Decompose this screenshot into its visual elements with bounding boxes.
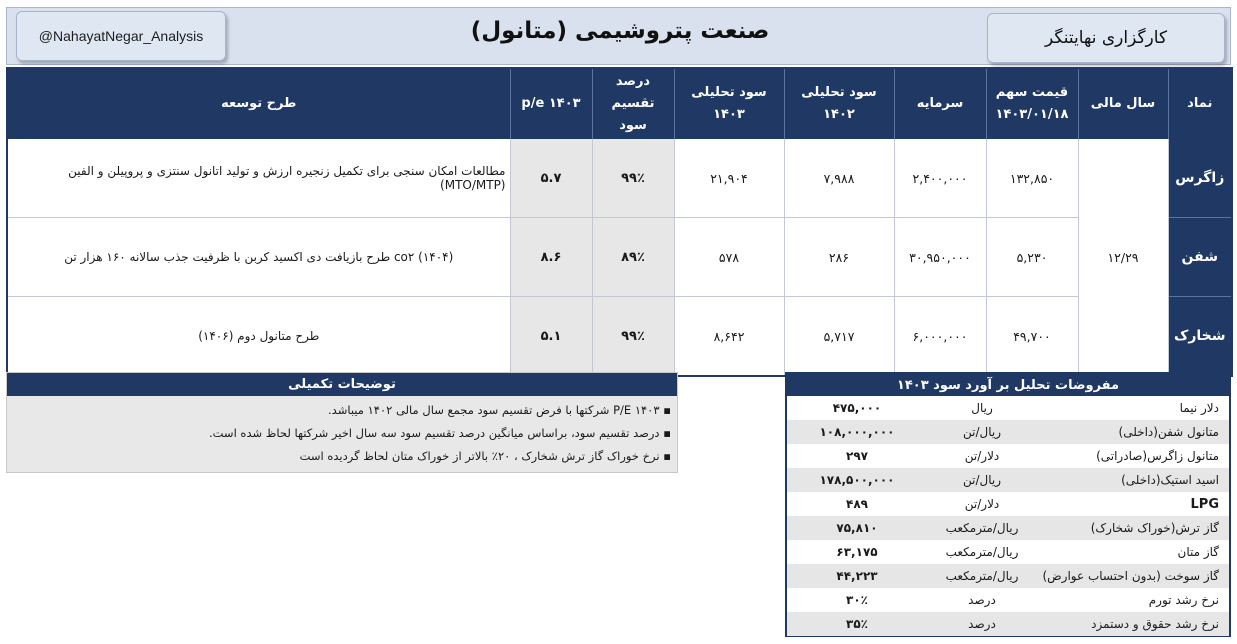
profit-1402-cell: ۲۸۶ (784, 218, 894, 297)
assumptions-list (787, 396, 1229, 636)
profit-1403-cell: ۵۷۸ (674, 218, 784, 297)
assumption-unit: درصد (968, 617, 996, 631)
table-row (7, 218, 1232, 297)
assumption-row (787, 396, 1229, 420)
col-header-dividend: درصد تقسیم سود (592, 68, 674, 139)
dividend-cell: ۹۹٪ (592, 297, 674, 377)
col-header-fiscal-year: سال مالی (1078, 68, 1168, 139)
companies-table (6, 67, 1233, 377)
assumption-name: نرخ رشد حقوق و دستمزد (1091, 617, 1219, 631)
col-header-profit-1402: سود تحلیلی ۱۴۰۲ (784, 68, 894, 139)
col-header-profit-1403: سود تحلیلی ۱۴۰۳ (674, 68, 784, 139)
assumption-value: ۳۰٪ (846, 593, 868, 607)
assumption-name: گاز ترش(خوراک شخارک) (1090, 521, 1219, 535)
notes-body (7, 396, 677, 472)
assumption-row (787, 540, 1229, 564)
assumption-unit: ریال/تن (962, 425, 1002, 439)
pe-cell: ۵.۷ (510, 139, 592, 218)
dividend-cell: ۸۹٪ (592, 218, 674, 297)
profit-1402-cell: ۷,۹۸۸ (784, 139, 894, 218)
assumption-value: ۴۴,۲۲۳ (836, 569, 878, 583)
profit-1402-cell: ۵,۷۱۷ (784, 297, 894, 377)
assumption-unit: دلار/تن (964, 497, 1000, 511)
profit-1403-cell: ۸,۶۴۲ (674, 297, 784, 377)
assumption-unit: ریال/مترمکعب (945, 545, 1019, 559)
col-header-pe: p/e ۱۴۰۳ (510, 68, 592, 139)
agency-badge: کارگزاری نهایتنگر (987, 13, 1225, 63)
symbol-cell: شفن (1168, 218, 1232, 297)
assumption-unit: ریال/تن (962, 473, 1002, 487)
notes-panel (6, 372, 678, 473)
assumption-unit: دلار/تن (964, 449, 1000, 463)
assumption-row (787, 468, 1229, 492)
notes-title: توضیحات تکمیلی (7, 373, 677, 396)
assumption-value: ۱۷۸,۵۰۰,۰۰۰ (819, 473, 895, 487)
assumption-value: ۱۰۸,۰۰۰,۰۰۰ (819, 425, 895, 439)
profit-1403-cell: ۲۱,۹۰۴ (674, 139, 784, 218)
assumption-name: گاز متان (1177, 545, 1219, 559)
price-cell: ۵,۲۳۰ (986, 218, 1078, 297)
assumption-unit: درصد (968, 593, 996, 607)
col-header-capital: سرمایه (894, 68, 986, 139)
col-header-symbol: نماد (1168, 68, 1232, 139)
assumption-name: متانول زاگرس(صادراتی) (1096, 449, 1219, 463)
assumptions-title: مفروضات تحلیل بر آورد سود ۱۴۰۳ (787, 374, 1229, 396)
capital-cell: ۲,۴۰۰,۰۰۰ (894, 139, 986, 218)
assumption-row (787, 516, 1229, 540)
plan-cell: مطالعات امکان سنجی برای تکمیل زنجیره ارزش و تولید اتانول سنتزی و پروپیلن و الفین (MTO/MTP) (7, 139, 510, 218)
price-cell: ۴۹,۷۰۰ (986, 297, 1078, 377)
symbol-cell: شخارک (1168, 297, 1232, 377)
assumption-value: ۶۳,۱۷۵ (836, 545, 878, 559)
assumption-unit: ریال/مترمکعب (945, 521, 1019, 535)
symbol-cell: زاگرس (1168, 139, 1232, 218)
assumption-row (787, 564, 1229, 588)
capital-cell: ۶,۰۰۰,۰۰۰ (894, 297, 986, 377)
assumption-value: ۴۸۹ (846, 497, 868, 511)
plan-cell: طرح بازیافت دی اکسید کربن با ظرفیت جذب سالانه ۱۶۰ هزار تن co۲ (۱۴۰۴) (7, 218, 510, 297)
table-row (7, 139, 1232, 218)
col-header-price: قیمت سهم ۱۴۰۳/۰۱/۱۸ (986, 68, 1078, 139)
capital-cell: ۳۰,۹۵۰,۰۰۰ (894, 218, 986, 297)
table-header-row (7, 68, 1232, 139)
page-title: صنعت پتروشیمی (متانول) (470, 18, 770, 44)
fiscal-year-cell: ۱۲/۲۹ (1078, 139, 1168, 376)
dividend-cell: ۹۹٪ (592, 139, 674, 218)
price-cell: ۱۳۲,۸۵۰ (986, 139, 1078, 218)
plan-cell: طرح متانول دوم (۱۴۰۶) (7, 297, 510, 377)
assumption-row (787, 492, 1229, 516)
assumption-name: اسید استیک(داخلی) (1121, 473, 1219, 487)
handle-badge: @NahayatNegar_Analysis (16, 11, 226, 61)
assumption-value: ۴۷۵,۰۰۰ (832, 401, 882, 415)
pe-cell: ۸.۶ (510, 218, 592, 297)
pe-cell: ۵.۱ (510, 297, 592, 377)
assumption-row (787, 588, 1229, 612)
note-line: ▪ P/E ۱۴۰۳ شرکتها با فرض تقسیم سود مجمع سال مالی ۱۴۰۲ میباشد. (328, 403, 671, 417)
table-row (7, 297, 1232, 377)
col-header-plan: طرح توسعه (7, 68, 510, 139)
assumption-value: ۷۵,۸۱۰ (836, 521, 878, 535)
assumption-name: LPG (1190, 496, 1219, 512)
assumption-name: گاز سوخت (بدون احتساب عوارض) (1042, 569, 1219, 583)
assumption-unit: ریال/مترمکعب (945, 569, 1019, 583)
assumption-row (787, 444, 1229, 468)
assumption-name: دلار نیما (1179, 401, 1219, 415)
note-line: ▪ نرخ خوراک گاز ترش شخارک ، ۲۰٪ بالاتر از خوراک متان لحاظ گردیده است (299, 449, 671, 463)
assumption-row (787, 420, 1229, 444)
note-line: ▪ درصد تقسیم سود، براساس میانگین درصد تقسیم سود سه سال اخیر شرکتها لحاظ شده است. (208, 426, 671, 440)
assumption-name: متانول شفن(داخلی) (1118, 425, 1219, 439)
assumption-unit: ریال (971, 401, 993, 415)
assumption-name: نرخ رشد تورم (1148, 593, 1219, 607)
assumption-row (787, 612, 1229, 636)
assumptions-panel (785, 372, 1231, 637)
assumption-value: ۲۹۷ (846, 449, 868, 463)
assumption-value: ۳۵٪ (846, 617, 868, 631)
